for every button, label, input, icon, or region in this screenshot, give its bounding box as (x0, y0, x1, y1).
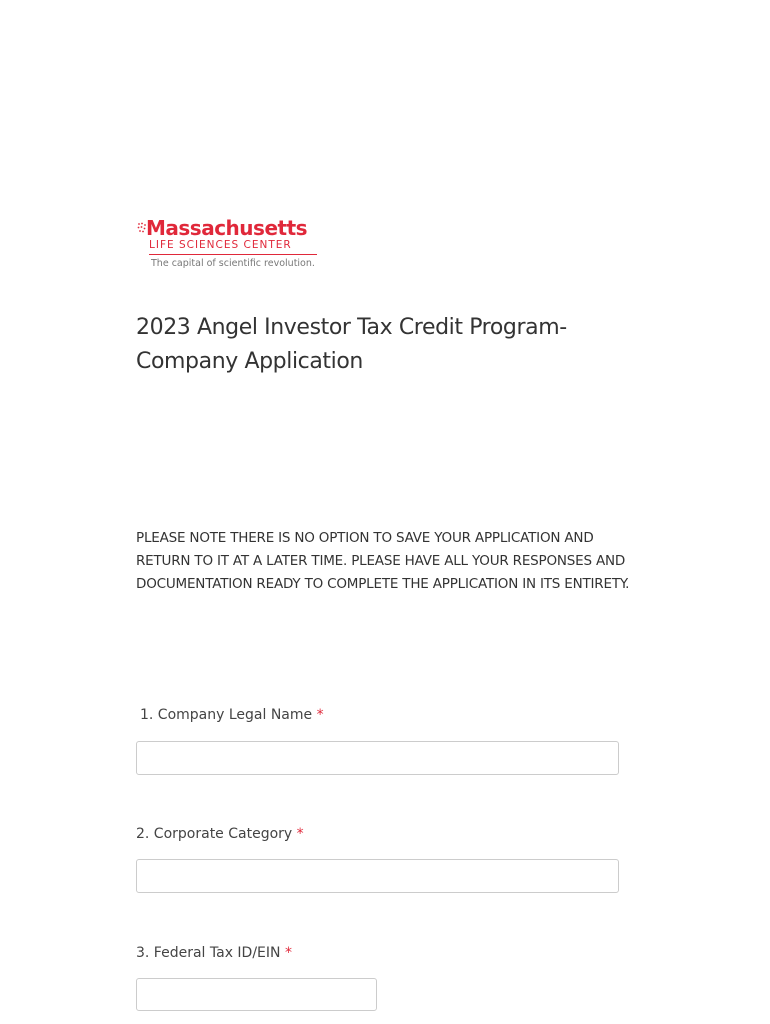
corporate-category-input[interactable] (136, 859, 619, 893)
required-marker: * (284, 945, 292, 961)
federal-tax-id-input[interactable] (136, 978, 377, 1011)
corporate-category-label (136, 826, 304, 842)
company-legal-name-label (140, 707, 324, 723)
field-label-text: 2. Corporate Category (136, 826, 293, 842)
logo-divider (149, 254, 317, 255)
company-legal-name-input[interactable] (136, 741, 619, 775)
field-label-text: 3. Federal Tax ID/EIN (136, 945, 281, 961)
required-marker: * (316, 707, 324, 723)
field-label-text: 1. Company Legal Name (140, 707, 313, 723)
logo-name: Massachusetts (146, 216, 308, 240)
logo-tagline: The capital of scientific revolution. (151, 258, 315, 269)
logo-subtitle: LIFE SCIENCES CENTER (149, 239, 292, 251)
federal-tax-id-label (136, 945, 292, 961)
required-marker: * (296, 826, 304, 842)
mlsc-logo (137, 216, 337, 276)
form-title: 2023 Angel Investor Tax Credit Program- Company Application (136, 315, 567, 374)
save-notice: PLEASE NOTE THERE IS NO OPTION TO SAVE YOUR APPLICATION AND RETURN TO IT AT A LATER TIME. PLEASE HAVE ALL YOUR RESPONSES AND DOCUMENTATION READY TO COMPLETE THE APPLICATION IN ITS ENTIRETY. (136, 530, 630, 592)
